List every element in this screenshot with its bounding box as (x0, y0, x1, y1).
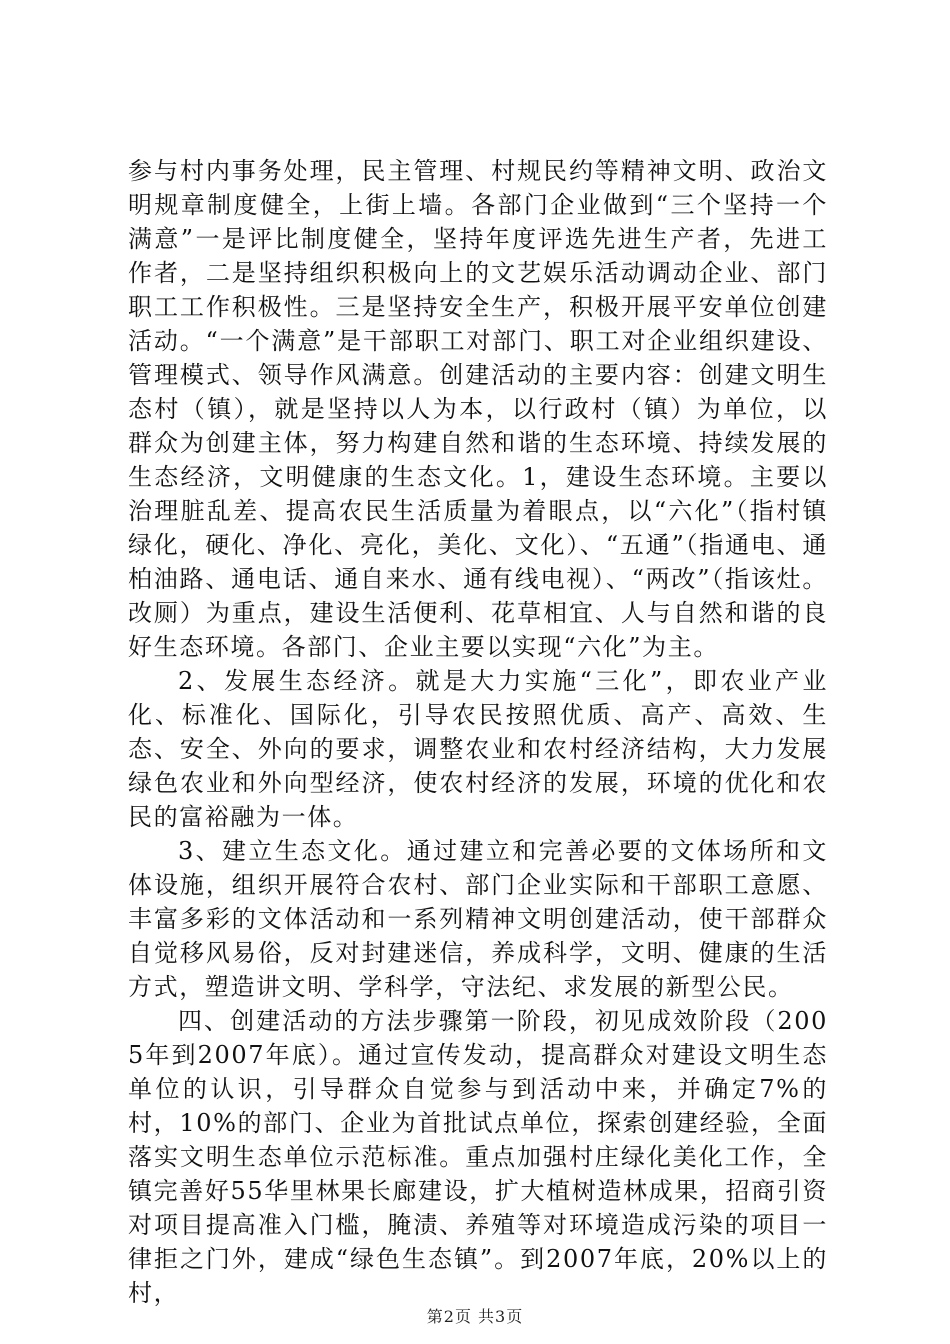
paragraph-ecological-economy: 2、发展生态经济。就是大力实施“三化”，即农业产业化、标准化、国际化，引导农民按照优质、高产、高效、生态、安全、外向的要求，调整农业和农村经济结构，大力发展绿色农业和外向型经济，使农村经济的发展，环境的优化和农民的富裕融为一体。 (128, 667, 828, 831)
paragraph-methods-steps: 四、创建活动的方法步骤第一阶段，初见成效阶段（2005年到2007年底）。通过宣传发动，提高群众对建设文明生态单位的认识，引导群众自觉参与到活动中来，并确定7%的村，10%的部门、企业为首批试点单位，探索创建经验，全面落实文明生态单位示范标准。重点加强村庄绿化美化工作，全镇完善好55华里林果长廊建设，扩大植树造林成果，招商引资对项目提高准入门槛，腌渍、养殖等对环境造成污染的项目一律拒之门外，建成“绿色生态镇”。到2007年底，20%以上的村， (128, 1007, 828, 1307)
page-footer: 第2页 共3页 (426, 1307, 524, 1326)
paragraph-continuation: 参与村内事务处理，民主管理、村规民约等精神文明、政治文明规章制度健全，上街上墙。各部门企业做到“三个坚持一个满意”一是评比制度健全，坚持年度评选先进生产者，先进工作者，二是坚持组织积极向上的文艺娱乐活动调动企业、部门职工工作积极性。三是坚持安全生产，积极开展平安单位创建活动。“一个满意”是干部职工对部门、职工对企业组织建设、管理模式、领导作风满意。创建活动的主要内容：创建文明生态村（镇），就是坚持以人为本，以行政村（镇）为单位，以群众为创建主体，努力构建自然和谐的生态环境、持续发展的生态经济，文明健康的生态文化。1，建设生态环境。主要以治理脏乱差、提高农民生活质量为着眼点，以“六化”（指村镇绿化，硬化、净化、亮化，美化、文化）、“五通”（指通电、通柏油路、通电话、通自来水、通有线电视）、“两改”（指该灶。改厕）为重点，建设生活便利、花草相宜、人与自然和谐的良好生态环境。各部门、企业主要以实现“六化”为主。 (128, 157, 828, 661)
document-body (128, 154, 828, 1310)
paragraph-ecological-culture: 3、建立生态文化。通过建立和完善必要的文体场所和文体设施，组织开展符合农村、部门企业实际和干部职工意愿、丰富多彩的文体活动和一系列精神文明创建活动，使干部群众自觉移风易俗，反对封建迷信，养成科学，文明、健康的生活方式，塑造讲文明、学科学，守法纪、求发展的新型公民。 (128, 837, 828, 1001)
